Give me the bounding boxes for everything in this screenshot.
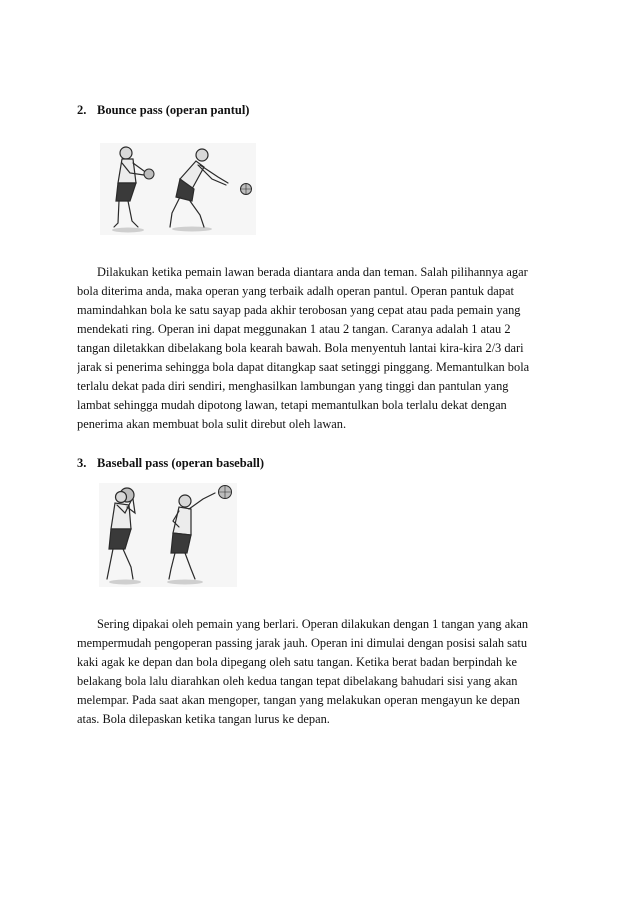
paragraph-line: Dilakukan ketika pemain lawan berada diantara anda dan teman. Salah pilihannya agar [97, 265, 528, 279]
section-2-heading [77, 103, 249, 118]
paragraph-line: lambat sehingga mudah dipotong lawan, tetapi memantulkan bola terlalu dekat dengan [77, 398, 507, 412]
paragraph-line: Sering dipakai oleh pemain yang berlari. Operan dilakukan dengan 1 tangan yang akan [97, 617, 529, 631]
paragraph-line: bola diterima anda, maka operan yang terbaik adalh operan pantul. Operan pantuk dapat [77, 284, 514, 298]
paragraph-line: penerima akan membuat bola sulit direbut oleh lawan. [77, 417, 347, 431]
bounce-pass-illustration-icon [100, 143, 256, 235]
section-2-paragraph [77, 263, 557, 434]
paragraph-line: jarak si penerima sehingga bola dapat ditangkap saat setinggi pinggang. Memantulkan bola [77, 360, 530, 374]
section-3-number: 3. [77, 456, 87, 470]
section-3-heading [77, 456, 264, 471]
paragraph-line: mendekati ring. Operan ini dapat meggunakan 1 atau 2 tangan. Caranya adalah 1 atau 2 [77, 322, 511, 336]
section-3-title: Baseball pass (operan baseball) [97, 456, 265, 470]
paragraph-line: tangan diletakkan dibelakang bola kearah bawah. Bola menyentuh lantai kira-kira 2/3 dari [77, 341, 524, 355]
baseball-pass-illustration-icon [99, 483, 237, 587]
paragraph-line: belakang bola lalu diarahkan oleh kedua tangan tepat dibelakang bahudari sisi yang akan [77, 674, 518, 688]
section-3-paragraph [77, 615, 557, 729]
section-2-number: 2. [77, 103, 87, 117]
paragraph-line: terlalu dekat pada diri sendiri, menghasilkan lambungan yang tinggi dan pantulan yang [77, 379, 509, 393]
paragraph-line: mamindahkan bola ke satu sayap pada akhir terobosan yang cepat atau pada pemain yang [77, 303, 521, 317]
paragraph-line: mempermudah pengoperan passing jarak jauh. Operan ini dimulai dengan posisi salah satu [77, 636, 528, 650]
paragraph-line: atas. Bola dilepaskan ketika tangan lurus ke depan. [77, 712, 330, 726]
section-2-title: Bounce pass (operan pantul) [97, 103, 250, 117]
paragraph-line: melempar. Pada saat akan mengoper, tangan yang melakukan operan mengayun ke depan [77, 693, 520, 707]
paragraph-line: kaki agak ke depan dan bola dipegang oleh satu tangan. Ketika berat badan berpindah ke [77, 655, 518, 669]
